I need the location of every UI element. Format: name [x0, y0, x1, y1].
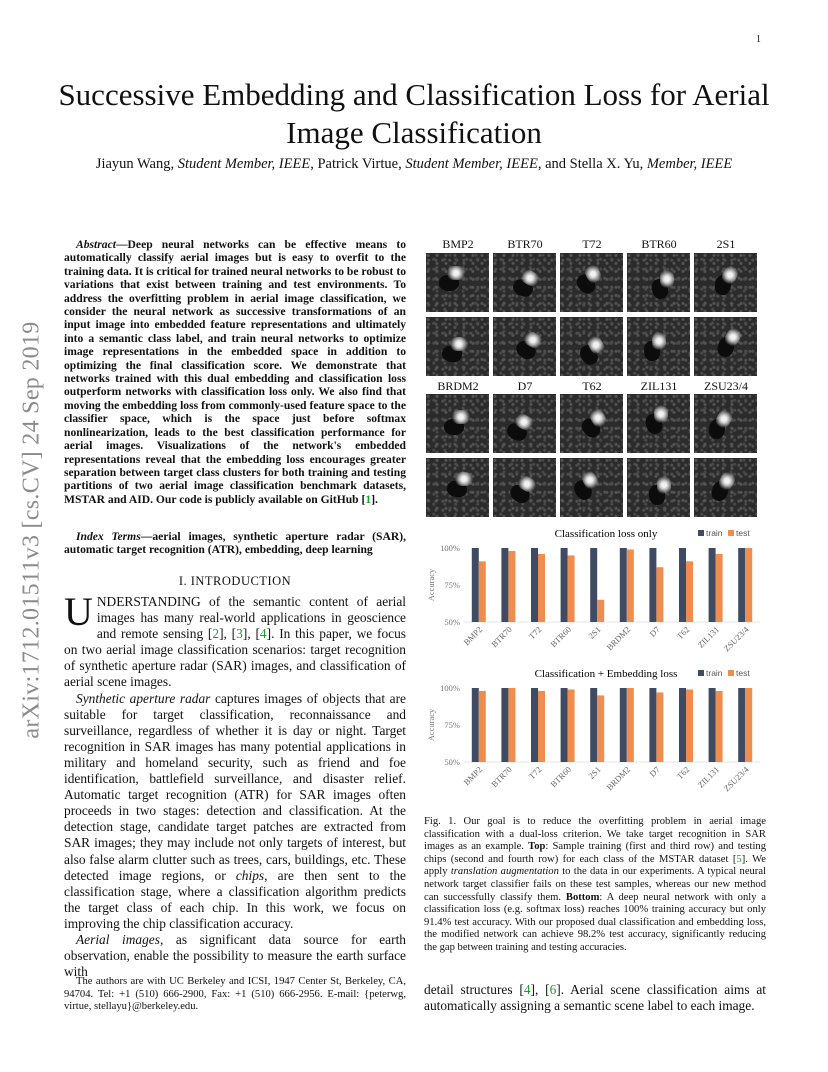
- bar-train: [649, 548, 656, 622]
- bar-test: [538, 691, 545, 762]
- bar-test: [656, 692, 663, 762]
- bar-train: [531, 548, 538, 622]
- x-tick-label: 2S1: [586, 764, 603, 781]
- citation-link[interactable]: 5: [736, 853, 742, 865]
- bar-test: [656, 567, 663, 622]
- sar-chip-image: [493, 317, 556, 376]
- bar-train: [709, 688, 716, 762]
- y-tick-label: 100%: [440, 683, 460, 693]
- y-tick-label: 75%: [444, 580, 460, 590]
- x-tick-label: BTR60: [548, 764, 574, 790]
- section-heading: I. INTRODUCTION: [178, 574, 292, 588]
- author-2: , Patrick Virtue,: [310, 156, 406, 172]
- bar-train: [531, 688, 538, 762]
- legend-swatch: [698, 670, 704, 676]
- x-tick-label: T62: [674, 624, 692, 642]
- bar-test: [568, 555, 575, 622]
- citation-link[interactable]: 1: [365, 492, 372, 506]
- dropcap: U: [64, 589, 93, 634]
- intro-p2-chips: chips: [235, 867, 265, 883]
- bar-train: [679, 548, 686, 622]
- bar-test: [538, 554, 545, 622]
- citation-link[interactable]: 4: [259, 626, 267, 642]
- chip-class-label: BTR60: [641, 237, 677, 251]
- sar-chip-grid: [426, 237, 758, 527]
- index-terms-label: Index Terms: [76, 530, 141, 543]
- sar-chip-image: [627, 253, 690, 312]
- x-tick-label: BTR70: [489, 764, 514, 790]
- sar-chip-image: [493, 394, 556, 453]
- chip-class-label: ZSU23/4: [703, 379, 748, 393]
- index-terms-text: —aerial images, synthetic aperture radar (SAR), automatic target recognition (ATR), embedding, deep learning: [64, 530, 406, 557]
- intro-p3-emphasis: Aerial images: [76, 931, 160, 947]
- bar-train: [472, 548, 479, 622]
- sar-chip-image: [426, 317, 489, 376]
- intro-paragraph-2: [64, 691, 406, 932]
- x-tick-label: ZIL131: [695, 624, 722, 650]
- y-axis-label: Accuracy: [426, 708, 436, 742]
- right-body-text: detail structures [: [424, 982, 524, 997]
- caption-text: : Sample training (first and third row) and testing chips (second and fourth row) for each class of the MSTAR dataset [: [424, 841, 766, 865]
- right-column-body: [424, 982, 766, 1014]
- bar-test: [508, 688, 515, 762]
- right-body-text: ]. Aerial scene classification aims at automatically assigning a semantic scene label to each image.: [424, 982, 766, 1014]
- sar-chip-image: [627, 458, 690, 517]
- chart-classification-embedding: [416, 666, 766, 800]
- sar-chip-image: [627, 394, 690, 453]
- intro-p1-text-end: ]. In this paper, we focus on two aerial image classification scenarios: target recognition of synthetic aperture radar (SAR) images, and classification of aerial scene images.: [64, 626, 407, 690]
- x-tick-label: ZSU23/4: [721, 764, 751, 794]
- arxiv-watermark: [2, 300, 62, 760]
- legend-swatch: [728, 530, 734, 536]
- citation-link[interactable]: 3: [236, 626, 243, 642]
- intro-p2-text-end: , are then sent to the classification stage, where a classification algorithm predicts the target class of each chip. In this work, we focus on improving the chip classification accuracy.: [64, 867, 406, 931]
- chip-class-label: BMP2: [442, 237, 474, 251]
- caption-text: : A deep neural network with only a classification loss (e.g. softmax loss) reaches 100% training accuracy but only 91.4% test accuracy. With our proposed dual classification and embedding loss, the modified network can achieve 98.2% test accuracy, significantly reducing the gap between training and testing accuracies.: [424, 891, 766, 953]
- bar-test: [745, 688, 752, 762]
- x-tick-label: D7: [647, 764, 662, 779]
- intro-p1-text: NDERSTANDING of the semantic content of aerial images has many real-world applications in geoscience and remote sensing [: [96, 594, 406, 642]
- footnote: The authors are with UC Berkeley and ICSI, 1947 Center St, Berkeley, CA, 94704. Tel: +1 (510) 666-2900, Fax: +1 (510) 666-2956. E-mail: {peterwg, virtue, stellayu}@berkeley.edu.: [64, 976, 406, 1013]
- abstract-end: ].: [371, 492, 378, 506]
- sar-chip-image: [426, 253, 489, 312]
- caption-fig-label: Fig. 1.: [424, 816, 457, 827]
- bar-test: [716, 691, 723, 762]
- author-line: [40, 156, 788, 173]
- bar-train: [649, 688, 656, 762]
- index-terms: [64, 530, 406, 557]
- chip-class-label: T62: [582, 379, 602, 393]
- bar-test: [686, 689, 693, 762]
- x-tick-label: 2S1: [586, 624, 603, 641]
- sar-chip-image: [560, 458, 623, 517]
- intro-p3-text: , as significant data source for earth observation, enable the possibility to measure the earth surface with: [64, 931, 406, 980]
- legend-label: test: [736, 668, 750, 678]
- x-tick-label: ZSU23/4: [721, 624, 751, 654]
- x-tick-label: T72: [526, 764, 544, 782]
- sar-chip-image: [694, 394, 757, 453]
- sar-chip-image: [426, 394, 489, 453]
- bar-train: [738, 688, 745, 762]
- chip-class-label: ZIL131: [640, 379, 678, 393]
- legend-swatch: [728, 670, 734, 676]
- sar-chip-image: [493, 458, 556, 517]
- legend-label: test: [736, 528, 750, 538]
- bar-test: [508, 551, 515, 622]
- caption-text: ]. We apply: [424, 853, 766, 878]
- abstract-label: Abstract: [76, 238, 116, 251]
- chip-class-label: T72: [582, 237, 602, 251]
- bar-train: [472, 688, 479, 762]
- legend-label: train: [706, 668, 723, 678]
- caption-top: Top: [528, 841, 546, 853]
- chip-class-label: 2S1: [716, 237, 736, 251]
- x-tick-label: ZIL131: [695, 764, 722, 790]
- bar-test: [597, 695, 604, 762]
- bar-test: [627, 549, 634, 622]
- x-tick-label: T62: [674, 764, 692, 782]
- bar-train: [738, 548, 745, 622]
- figure-caption: [424, 816, 766, 955]
- bar-train: [561, 688, 568, 762]
- abstract: [64, 238, 406, 506]
- right-body-text: ], [: [530, 982, 550, 997]
- caption-text: to the data in our experiments. A typical neural network target classifier fails on these test samples, whereas our new method can successfully classify them.: [424, 866, 766, 903]
- bar-test: [479, 691, 486, 762]
- x-tick-label: BTR70: [489, 624, 514, 650]
- bar-test: [479, 561, 486, 622]
- author-1-role: Student Member, IEEE: [177, 156, 311, 172]
- bar-test: [627, 688, 634, 762]
- caption-bottom: Bottom: [565, 891, 600, 903]
- sar-chip-image: [560, 317, 623, 376]
- author-1: Jiayun Wang,: [95, 156, 178, 172]
- chart-title: Classification loss only: [554, 528, 658, 540]
- chip-class-label: BTR70: [507, 237, 543, 251]
- chart-classification-only: [416, 526, 766, 660]
- intro-p2-emphasis: Synthetic aperture radar: [76, 690, 211, 706]
- abstract-text: —Deep neural networks can be effective means to automatically classify aerial images but is easy to overfit to the training data. It is critical for trained neural networks to be robust to variations that exist between training and test environments. To address the overfitting problem in aerial image classification, we consider the neural network as successive transformations of an input image into embedded feature representations and ultimately into a semantic class label, and train neural networks to optimize image representations in the embedded space in addition to optimizing the final classification score. We demonstrate that networks trained with this dual embedding and classification loss outperform networks with classification loss only. We also find that moving the embedding loss from commonly-used feature space to the classifier space, which is the space just before softmax nonlinearization, leads to the best classification performance for aerial images. Visualizations of the network's embedded representations reveal that the embedding loss encourages greater separation between target class clusters for both training and testing partitions of two aerial image classification benchmark datasets, MSTAR and AID. Our code is publicly available on GitHub [: [64, 238, 406, 506]
- bar-train: [620, 548, 627, 622]
- bar-train: [620, 688, 627, 762]
- sar-chip-image: [560, 253, 623, 312]
- bar-train: [590, 688, 597, 762]
- x-tick-label: BRDM2: [604, 624, 633, 653]
- x-tick-label: BMP2: [461, 624, 485, 648]
- x-tick-label: BMP2: [461, 764, 485, 788]
- sar-chip-image: [426, 458, 489, 517]
- bar-train: [679, 688, 686, 762]
- bar-chart-2: [416, 666, 766, 800]
- bar-train: [561, 548, 568, 622]
- x-tick-label: BRDM2: [604, 764, 633, 793]
- caption-emphasis: translation augmentation: [450, 866, 559, 878]
- y-tick-label: 75%: [444, 720, 460, 730]
- paper-title: Successive Embedding and Classification Loss for Aerial Image Classification: [58, 77, 770, 150]
- bar-train: [709, 548, 716, 622]
- bar-train: [501, 688, 508, 762]
- author-3: , and Stella X. Yu,: [537, 156, 647, 172]
- bar-test: [745, 548, 752, 622]
- sar-chip-image: [694, 317, 757, 376]
- sar-chip-image: [694, 458, 757, 517]
- caption-text: Our goal is to reduce the overfitting problem in aerial image classification with a dual-loss criterion. We take target recognition in SAR images as an example.: [424, 816, 766, 853]
- author-2-role: Student Member, IEEE: [405, 156, 538, 172]
- page-number: 1: [756, 34, 761, 45]
- x-tick-label: T72: [526, 624, 544, 642]
- intro-p2-text: captures images of objects that are suitable for target classification, reconnaissance and surveillance, regardless of whether it is day or night. Target recognition in SAR images has many potential applications in military and homeland security, such as friend and foe identification, battlefield surveillance, and disaster relief. Automatic target recognition (ATR) for SAR images often proceeds in two stages: detection and classification. At the detection stage, candidate target patches are extracted from SAR images; they may include not only targets of interest, but also false alarm clutter such as trees, cars, buildings, etc. These detected image regions, or: [64, 690, 406, 883]
- sar-chip-image: [493, 253, 556, 312]
- y-axis-label: Accuracy: [426, 568, 436, 602]
- intro-body: [64, 589, 407, 980]
- sar-chip-image: [560, 394, 623, 453]
- author-3-role: Member, IEEE: [646, 156, 733, 172]
- chip-class-label: BRDM2: [437, 379, 479, 393]
- x-tick-label: D7: [647, 624, 662, 639]
- x-tick-label: BTR60: [548, 624, 574, 650]
- y-tick-label: 50%: [444, 617, 460, 627]
- bar-test: [597, 600, 604, 622]
- bar-test: [686, 561, 693, 622]
- citation-link[interactable]: 2: [212, 626, 220, 642]
- bar-test: [716, 554, 723, 622]
- bar-chart-1: [416, 526, 766, 660]
- arxiv-stamp: arXiv:1712.01511v3 [cs.CV] 24 Sep 2019: [18, 321, 45, 739]
- chip-class-label: D7: [517, 379, 533, 393]
- citation-link[interactable]: 4: [523, 982, 531, 997]
- chart-title: Classification + Embedding loss: [534, 668, 678, 680]
- legend-label: train: [706, 528, 723, 538]
- bar-train: [501, 548, 508, 622]
- intro-paragraph-3: [64, 932, 406, 980]
- legend-swatch: [698, 530, 704, 536]
- bar-train: [590, 548, 597, 622]
- y-tick-label: 50%: [444, 757, 460, 767]
- y-tick-label: 100%: [440, 543, 460, 553]
- bar-test: [568, 689, 575, 762]
- intro-paragraph-1: UNDERSTANDING of the semantic content of aerial images has many real-world applications in geoscience and remote sensing [2], [3], [4]. In this paper, we focus on two aerial image classification scenarios: target recognition of synthetic aperture radar (SAR) images, and classification of aerial scene images.: [64, 589, 407, 690]
- citation-link[interactable]: 6: [549, 982, 557, 997]
- sar-chip-image: [694, 253, 757, 312]
- sar-chip-image: [627, 317, 690, 376]
